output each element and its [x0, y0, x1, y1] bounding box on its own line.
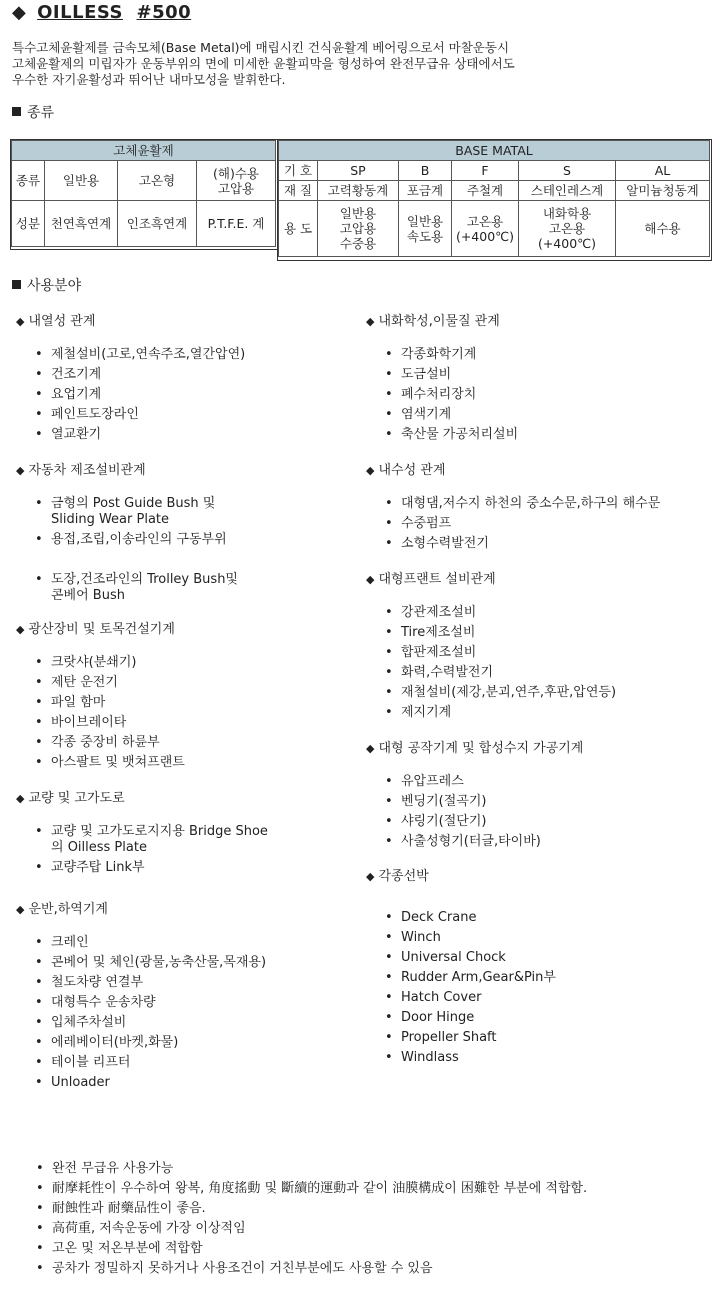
list-item: • 열교환기	[29, 427, 356, 443]
diamond-icon: ◆	[16, 903, 25, 916]
table-cell: 종류	[12, 161, 45, 201]
feature-item: • 高荷重, 저속운동에 가장 이상적임	[30, 1221, 587, 1237]
table-cell: 성분	[12, 201, 45, 247]
use-group	[366, 459, 716, 556]
table-cell: AL	[616, 161, 710, 181]
intro-line: 특수고체윤활제를 금속모체(Base Metal)에 매립시킨 건식윤활계 베어링으로서 마찰운동시	[12, 40, 510, 55]
use-group	[16, 787, 356, 880]
table-cell: 일반용 고압용 수중용	[318, 201, 399, 257]
section-uses-heading: 사용분야	[12, 275, 81, 295]
list-item: • Windlass	[379, 1050, 716, 1066]
table-cell: 주철계	[452, 181, 519, 201]
table-cell: 스테인레스계	[519, 181, 616, 201]
feature-item: • 고온 및 저온부분에 적합함	[30, 1241, 587, 1257]
list-item: • 테이블 리프터	[29, 1055, 356, 1071]
feature-list	[30, 1161, 587, 1281]
table-cell: P.T.F.E. 계	[197, 201, 276, 247]
list-item: • Hatch Cover	[379, 990, 716, 1006]
list-item: • 제탄 운전기	[29, 675, 356, 691]
list-item: • 아스팔트 및 뱃쳐프랜트	[29, 755, 356, 771]
list-item: • 크레인	[29, 935, 356, 951]
table-cell: 내화학용 고온용 (+400℃)	[519, 201, 616, 257]
table-header: BASE MATAL	[279, 141, 710, 161]
list-item: • 입체주차설비	[29, 1015, 356, 1031]
list-item: • 용접,조립,이송라인의 구동부위	[29, 532, 356, 548]
table-cell: (해)수용 고압용	[197, 161, 276, 201]
group-heading: ◆ 내화학성,이물질 관계	[366, 314, 500, 329]
table-cell: B	[399, 161, 452, 181]
feature-item: • 완전 무급유 사용가능	[30, 1161, 587, 1177]
list-item: • Unloader	[29, 1075, 356, 1091]
list-item: • 도금설비	[379, 367, 716, 383]
list-item: • 유압프레스	[379, 774, 716, 790]
diamond-icon: ◆	[366, 464, 375, 477]
product-code: #500	[136, 2, 192, 23]
list-item: • 교량주탑 Link부	[29, 860, 356, 876]
list-item: • 수중펌프	[379, 516, 716, 532]
use-group	[366, 865, 716, 1070]
feature-item: • 耐摩耗性이 우수하여 왕복, 角度搖動 및 斷續的運動과 같이 油膜構成이 困難한 부분에 적합함.	[30, 1181, 587, 1197]
diamond-icon: ◆	[366, 870, 375, 883]
group-heading: ◆ 내열성 관계	[16, 314, 96, 329]
list-item: • 대형댐,저수지 하천의 중소수문,하구의 해수문	[379, 496, 716, 512]
use-group	[16, 898, 356, 1095]
list-item: • 파일 함마	[29, 695, 356, 711]
group-heading: ◆ 운반,하역기계	[16, 902, 108, 917]
page-title	[12, 2, 191, 23]
list-item: • 금형의 Post Guide Bush 및 Sliding Wear Plate	[29, 496, 356, 528]
list-item: • 제지기계	[379, 705, 716, 721]
list-item: • Winch	[379, 930, 716, 946]
table-cell: 고온형	[118, 161, 197, 201]
table-cell: F	[452, 161, 519, 181]
feature-item: • 耐蝕性과 耐藥品性이 좋음.	[30, 1201, 587, 1217]
product-name: OILLESS	[37, 2, 123, 23]
group-heading: ◆ 내수성 관계	[366, 463, 446, 478]
table-header: 고체윤활제	[12, 141, 276, 161]
table-cell: 일반용 속도용	[399, 201, 452, 257]
list-item: • 교량 및 고가도로지지용 Bridge Shoe 의 Oilless Plate	[29, 824, 356, 856]
table-cell: 일반용	[45, 161, 118, 201]
list-item: • 도장,건조라인의 Trolley Bush및 콘베어 Bush	[29, 572, 356, 604]
table-cell: 인조흑연계	[118, 201, 197, 247]
list-item: • 크랏샤(분쇄기)	[29, 655, 356, 671]
feature-item: • 공차가 정밀하지 못하거나 사용조건이 거친부분에도 사용할 수 있음	[30, 1261, 587, 1277]
list-item: • 콘베어 및 체인(광물,농축산물,목재용)	[29, 955, 356, 971]
list-item: • 에레베이터(바켓,화물)	[29, 1035, 356, 1051]
list-item: • 대형특수 운송차량	[29, 995, 356, 1011]
use-group	[366, 737, 716, 854]
list-item: • 화력,수력발전기	[379, 665, 716, 681]
list-item: • 제철설비(고로,연속주조,열간압연)	[29, 347, 356, 363]
table-cell: 알미늄청동계	[616, 181, 710, 201]
diamond-icon: ◆	[16, 464, 25, 477]
list-item: • 샤링기(절단기)	[379, 814, 716, 830]
use-group	[16, 459, 356, 608]
list-item: • 바이브레이타	[29, 715, 356, 731]
use-group	[366, 568, 716, 725]
use-group	[16, 310, 356, 447]
list-item: • 각종화학기계	[379, 347, 716, 363]
list-item: • Deck Crane	[379, 910, 716, 926]
list-item: • 합판제조설비	[379, 645, 716, 661]
list-item: • Propeller Shaft	[379, 1030, 716, 1046]
intro-line: 우수한 자기윤활성과 뛰어난 내마모성을 발휘한다.	[12, 72, 286, 87]
table-cell: 기 호	[279, 161, 318, 181]
list-item: • Rudder Arm,Gear&Pin부	[379, 970, 716, 986]
group-heading: ◆ 교량 및 고가도로	[16, 791, 125, 806]
square-bullet-icon	[12, 280, 21, 289]
lubricant-table	[11, 140, 276, 247]
list-item: • 각종 중장비 하륜부	[29, 735, 356, 751]
list-item: • Tire제조설비	[379, 625, 716, 641]
list-item: • 벤딩기(절곡기)	[379, 794, 716, 810]
base-metal-table	[278, 140, 710, 257]
group-heading: ◆ 대형 공작기계 및 합성수지 가공기계	[366, 741, 584, 756]
list-item: • 염색기계	[379, 407, 716, 423]
table-cell: 포금계	[399, 181, 452, 201]
intro-line: 고체윤활제의 미립자가 운동부위의 면에 미세한 윤활피막을 형성하여 완전무급유 상태에서도	[12, 56, 515, 71]
table-cell: 고력황동계	[318, 181, 399, 201]
diamond-icon: ◆	[16, 315, 25, 328]
table-cell: 재 질	[279, 181, 318, 201]
list-item: • 축산물 가공처리설비	[379, 427, 716, 443]
section-types-heading: 종류	[12, 102, 54, 122]
use-group	[366, 310, 716, 447]
table-cell: 용 도	[279, 201, 318, 257]
table-cell: 고온용 (+400℃)	[452, 201, 519, 257]
list-item: • 요업기계	[29, 387, 356, 403]
list-item: • 소형수력발전기	[379, 536, 716, 552]
diamond-icon: ◆	[12, 2, 27, 23]
list-item: • 폐수처리장치	[379, 387, 716, 403]
diamond-icon: ◆	[16, 623, 25, 636]
list-item: • 철도차량 연결부	[29, 975, 356, 991]
table-cell: SP	[318, 161, 399, 181]
group-heading: ◆ 자동차 제조설비관계	[16, 463, 146, 478]
intro-text	[12, 40, 712, 88]
list-item: • 재철설비(제강,분괴,연주,후판,압연등)	[379, 685, 716, 701]
diamond-icon: ◆	[366, 315, 375, 328]
diamond-icon: ◆	[366, 573, 375, 586]
table-cell: 천연흑연계	[45, 201, 118, 247]
list-item: • 사출성형기(터글,타이바)	[379, 834, 716, 850]
list-item: • Universal Chock	[379, 950, 716, 966]
use-group	[16, 618, 356, 775]
list-item: • 페인트도장라인	[29, 407, 356, 423]
diamond-icon: ◆	[16, 792, 25, 805]
square-bullet-icon	[12, 107, 21, 116]
group-heading: ◆ 대형프랜트 설비관계	[366, 572, 496, 587]
list-item: • Door Hinge	[379, 1010, 716, 1026]
group-heading: ◆ 광산장비 및 토목건설기계	[16, 622, 175, 637]
list-item: • 건조기계	[29, 367, 356, 383]
diamond-icon: ◆	[366, 742, 375, 755]
table-cell: 해수용	[616, 201, 710, 257]
group-heading: ◆ 각종선박	[366, 869, 429, 884]
table-cell: S	[519, 161, 616, 181]
list-item: • 강관제조설비	[379, 605, 716, 621]
